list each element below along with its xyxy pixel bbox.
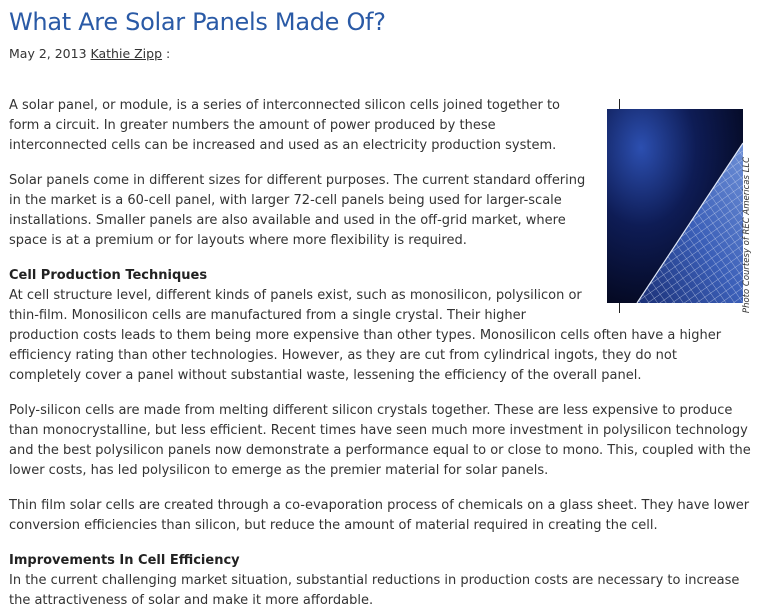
paragraph-polysilicon: Poly-silicon cells are made from melting different silicon crystals together. These are less expensive to produce than monocrystalline, but less efficient. Recent times have seen much more investment in polysilicon technology and the best polysilicon panels now demonstrate a performance equal to or close to mono. This, coupled with the lower costs, has led polysilicon to emerge as the premier material for solar panels. <box>9 403 751 478</box>
paragraph-cell-types <box>9 286 751 386</box>
paragraph-sizes: Solar panels come in different sizes for different purposes. The current standard offering in the market is a 60-cell panel, with larger 72-cell panels being used for larger-scale installations. Smaller panels are also available and used in the off-grid market, where space is at a premium or for layouts where more flexibility is required. <box>9 173 586 248</box>
figure-top-tick <box>619 99 620 109</box>
paragraph-thin-film: Thin film solar cells are created through a co-evaporation process of chemicals on a glass sheet. They have lower conversion efficiencies than silicon, but reduce the amount of material required in creating the cell. <box>9 498 750 533</box>
heading-cell-efficiency: Improvements In Cell Efficiency <box>9 553 240 568</box>
publish-date: May 2, 2013 <box>9 46 87 61</box>
photo-credit: Photo Courtesy of REC Americas LLC <box>742 156 752 314</box>
author-link[interactable]: Kathie Zipp <box>90 46 163 61</box>
byline-separator: : <box>166 46 171 61</box>
byline <box>9 46 170 61</box>
paragraph-intro: A solar panel, or module, is a series of interconnected silicon cells joined together to form a circuit. In greater numbers the amount of power produced by these interconnected cells can be increased and used as an electricity production system. <box>9 98 560 153</box>
heading-cell-production: Cell Production Techniques <box>9 268 208 283</box>
paragraph-cell-types-text: At cell structure level, different kinds of panels exist, such as monosilicon, polysilicon or thin-film. Monosilicon cells are manufactured from a single crystal. Their higher production costs leads to them being more expensive than other types. Monosilicon cells often have a higher efficiency rating than other technologies. However, as they are cut from cylindrical ingots, they do not completely cover a panel without substantial waste, lessening the efficiency of the overall panel. <box>9 288 722 383</box>
solar-panel-photo <box>607 109 743 303</box>
solar-panel-illustration <box>607 109 743 303</box>
paragraph-efficiency: In the current challenging market situation, substantial reductions in production costs are necessary to increase the attractiveness of solar and make it more affordable. <box>9 573 740 608</box>
figure-wrap-spacer <box>586 286 751 326</box>
article-title: What Are Solar Panels Made Of? <box>9 8 386 36</box>
